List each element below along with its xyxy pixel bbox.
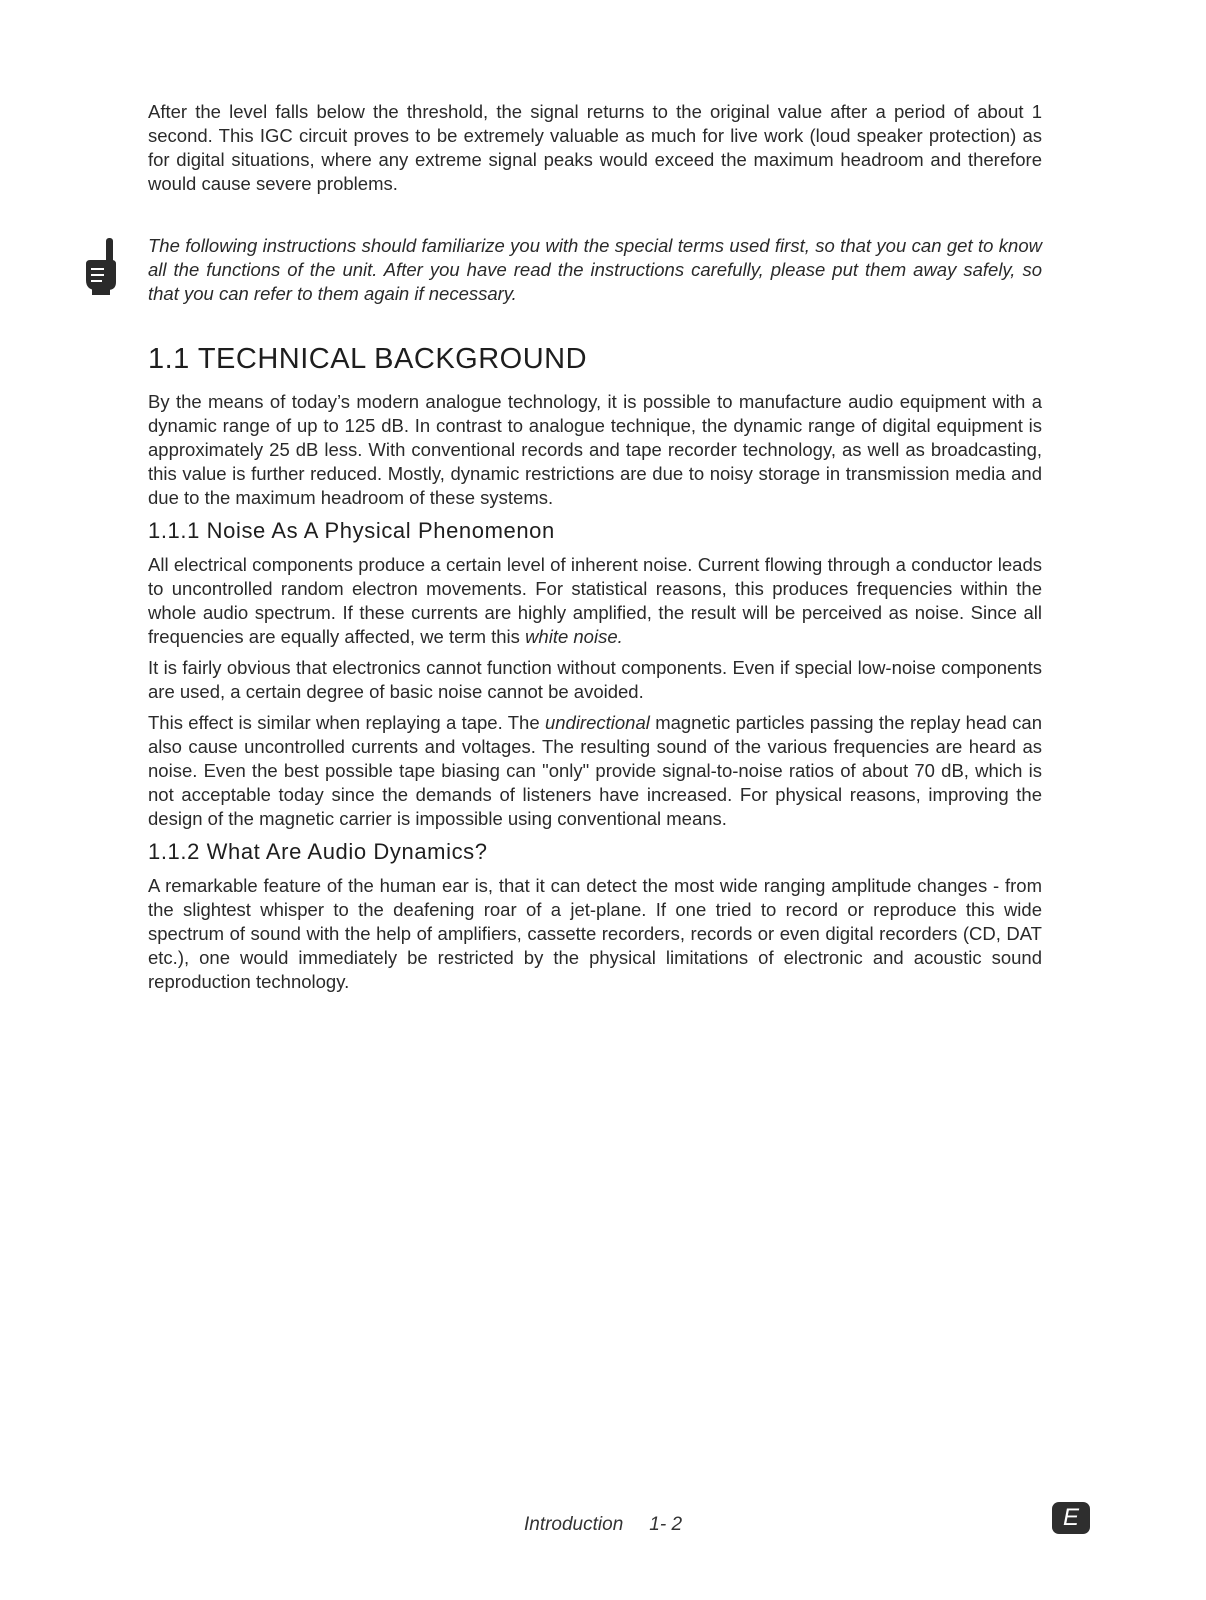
noise-paragraph-1 (148, 553, 1042, 649)
note-text: The following instructions should familiarize you with the special terms used first, so that you can get to know all the functions of the unit. After you have read the instructions carefully, please put them away safely, so that you can refer to them again if necessary. (148, 235, 1042, 304)
noise-paragraph-3-start: This effect is similar when replaying a tape. The (148, 712, 545, 733)
section-heading-audio-dynamics: 1.1.2 What Are Audio Dynamics? (148, 839, 488, 864)
technical-background-paragraph: By the means of today’s modern analogue technology, it is possible to manufacture audio equipment with a dynamic range of up to 125 dB. In contrast to analogue technique, the dynamic range of digital equipment is approximately 25 dB less. With conventional records and tape recorder technology, as well as broadcasting, this value is further reduced. Mostly, dynamic restrictions are due to noisy storage in transmission media and due to the maximum headroom of these systems. (148, 391, 1042, 508)
audio-dynamics-paragraph: A remarkable feature of the human ear is, that it can detect the most wide ranging amplitude changes - from the slightest whisper to the deafening roar of a jet-plane. If one tried to record or reproduce this wide spectrum of sound with the help of amplifiers, cassette recorders, records or even digital recorders (CD, DAT etc.), one would immediately be restricted by the physical limitations of electronic and acoustic sound reproduction technology. (148, 875, 1042, 992)
undirectional-term: undirectional (544, 712, 650, 733)
note-block (148, 234, 1042, 306)
section-heading-noise: 1.1.1 Noise As A Physical Phenomenon (148, 518, 555, 543)
pointing-hand-icon (82, 236, 120, 296)
intro-paragraph: After the level falls below the threshold, the signal returns to the original value after a period of about 1 second. This IGC circuit proves to be extremely valuable as much for live work (loud speaker protection) as for digital situations, where any extreme signal peaks would exceed the maximum headroom and therefore would cause severe problems. (148, 101, 1042, 194)
noise-paragraph-3 (148, 711, 1042, 831)
footer-page-number: 1- 2 (649, 1514, 683, 1535)
noise-paragraph-2: It is fairly obvious that electronics cannot function without components. Even if special low-noise components are used, a certain degree of basic noise cannot be avoided. (148, 657, 1042, 702)
language-badge: E (1052, 1502, 1090, 1534)
footer-chapter: Introduction (523, 1514, 624, 1535)
page-footer (0, 1514, 1206, 1536)
white-noise-term: white noise. (525, 626, 623, 647)
page-content (148, 100, 1042, 1001)
section-heading-technical-background: 1.1 TECHNICAL BACKGROUND (148, 343, 588, 375)
noise-paragraph-1-text: All electrical components produce a certain level of inherent noise. Current flowing through a conductor leads to uncontrolled random electron movements. For statistical reasons, this produces frequencies within the whole audio spectrum. If these currents are highly amplified, the result will be perceived as noise. Since all frequencies are equally affected, we term this (148, 554, 1042, 647)
noise-paragraph-3-end: magnetic particles passing the replay head can also cause uncontrolled currents and voltages. The resulting sound of the various frequencies are heard as noise. Even the best possible tape biasing can "only" provide signal-to-noise ratios of about 70 dB, which is not acceptable today since the demands of listeners have increased. For physical reasons, improving the design of the magnetic carrier is impossible using conventional means. (148, 712, 1042, 829)
